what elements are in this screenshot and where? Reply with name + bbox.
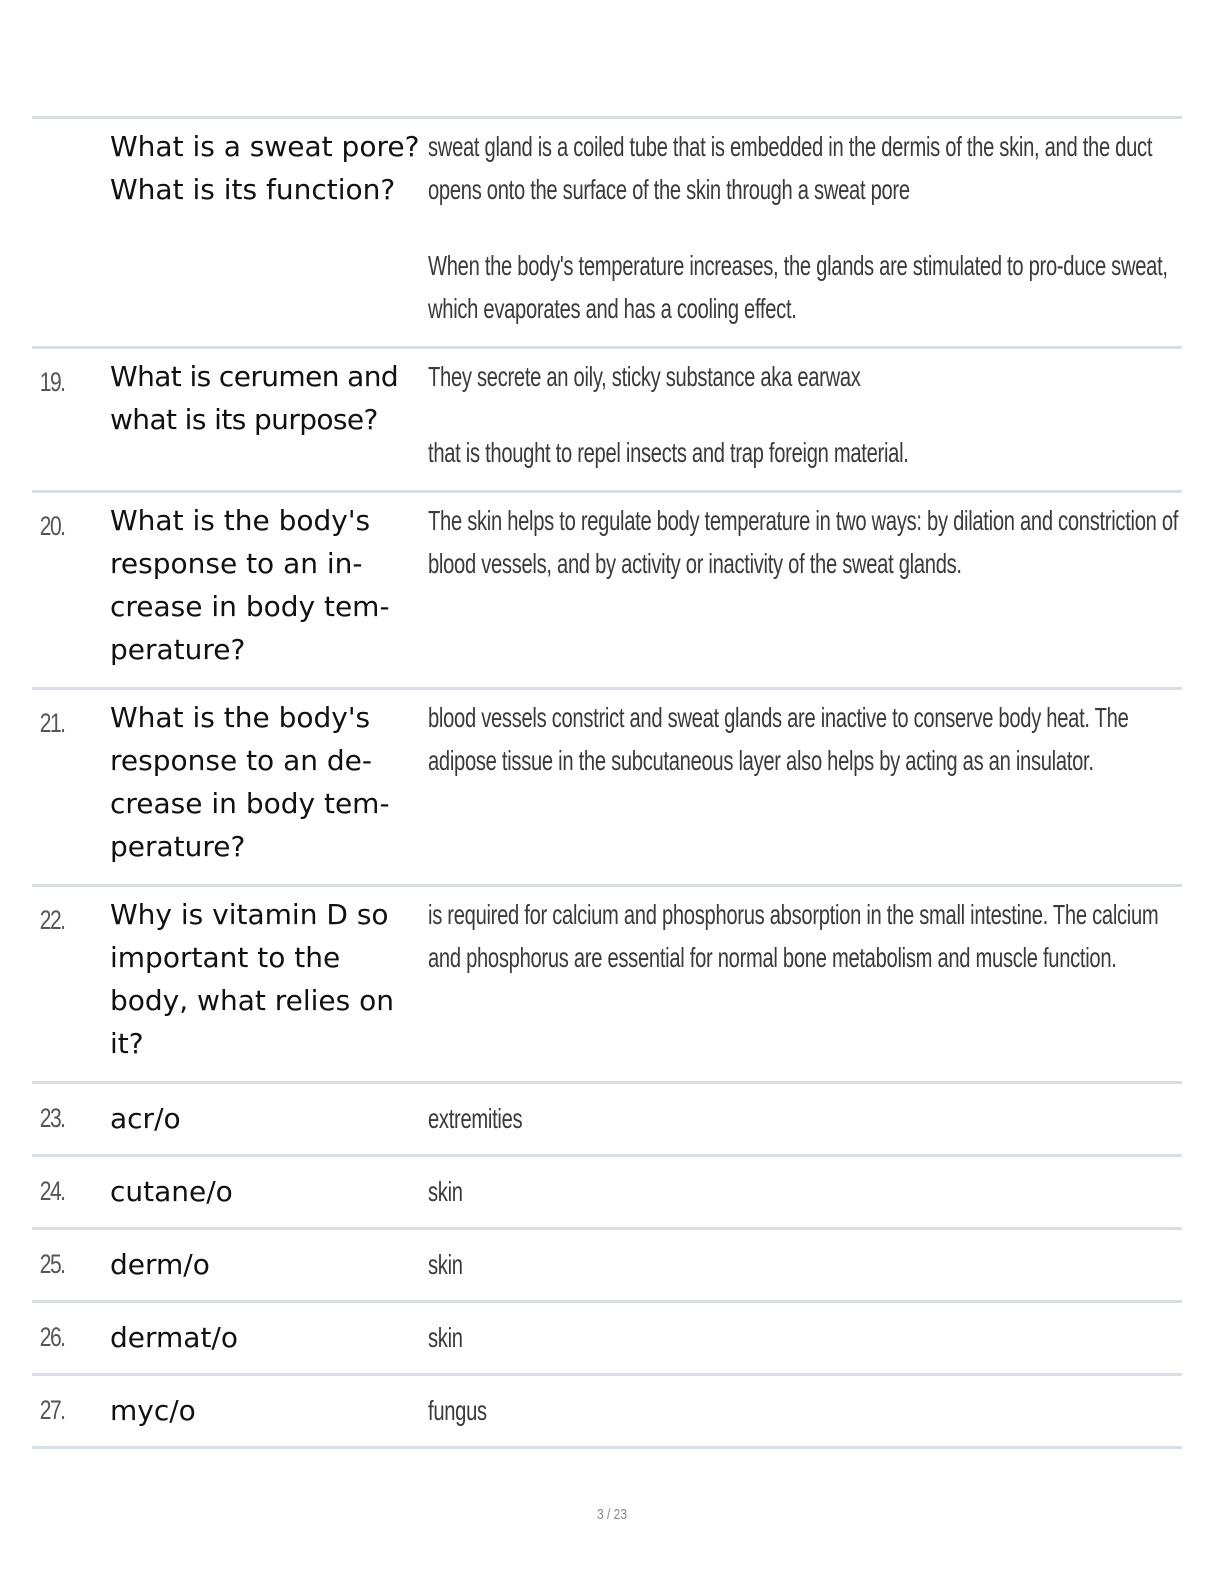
row-number: 19. <box>39 367 65 397</box>
row-number: 27. <box>39 1395 65 1425</box>
row-number: 23. <box>39 1103 65 1133</box>
term-text: acr/o <box>110 1102 181 1135</box>
table-row <box>32 1154 1182 1227</box>
definition-paragraph: that is thought to repel insects and trap foreign material. <box>428 437 909 468</box>
definition <box>428 493 1182 687</box>
definition <box>428 690 1182 884</box>
definition-paragraph: sweat gland is a coiled tube that is embedded in the dermis of the skin, and the duct opens onto the surface of the skin through a sweat pore <box>428 131 1153 205</box>
table-row <box>32 1300 1182 1373</box>
term-text: What is cerumen and what is its purpose? <box>110 360 399 436</box>
table-row <box>32 1227 1182 1300</box>
term-text: What is the body's response to an de-crease in body tem-perature? <box>110 701 390 863</box>
definition-paragraph: extremities <box>428 1103 523 1134</box>
definition-paragraph: skin <box>428 1176 463 1207</box>
table-row <box>32 116 1182 346</box>
row-number <box>32 119 93 346</box>
definition <box>428 119 1182 346</box>
row-number: 22. <box>39 905 65 935</box>
term-text: dermat/o <box>110 1321 238 1354</box>
row-number: 26. <box>39 1322 65 1352</box>
definition <box>428 349 1182 490</box>
flashcard-table <box>32 116 1182 1449</box>
table-row <box>32 1373 1182 1449</box>
definition <box>428 1230 1182 1300</box>
row-number: 20. <box>39 511 65 541</box>
table-row <box>32 346 1182 490</box>
row-number: 24. <box>39 1176 65 1206</box>
definition-paragraph: skin <box>428 1249 463 1280</box>
definition <box>428 1084 1182 1154</box>
row-number: 25. <box>39 1249 65 1279</box>
table-row <box>32 490 1182 687</box>
definition <box>428 887 1182 1081</box>
term-text: What is a sweat pore? What is its function? <box>110 130 420 206</box>
definition-paragraph: When the body's temperature increases, the glands are stimulated to pro-duce sweat, which evaporates and has a cooling effect. <box>428 250 1168 324</box>
table-row <box>32 687 1182 884</box>
row-number: 21. <box>39 708 65 738</box>
table-row <box>32 1081 1182 1154</box>
page-indicator: 3 / 23 <box>596 1506 628 1523</box>
term-text: Why is vitamin D so important to the body, what relies on it? <box>110 898 395 1060</box>
definition-paragraph: blood vessels constrict and sweat glands are inactive to conserve body heat. The adipose tissue in the subcutaneous layer also helps by acting as an insulator. <box>428 702 1129 776</box>
term-text: cutane/o <box>110 1175 233 1208</box>
term-text: derm/o <box>110 1248 210 1281</box>
definition-paragraph: fungus <box>428 1395 487 1426</box>
definition <box>428 1303 1182 1373</box>
definition-paragraph: is required for calcium and phosphorus absorption in the small intestine. The calcium and phosphorus are essential for normal bone metabolism and muscle function. <box>428 899 1159 973</box>
term-text: What is the body's response to an in-crease in body tem-perature? <box>110 504 390 666</box>
term-text: myc/o <box>110 1394 196 1427</box>
definition <box>428 1376 1182 1446</box>
table-row <box>32 884 1182 1081</box>
definition-paragraph: The skin helps to regulate body temperature in two ways: by dilation and constriction of blood vessels, and by activity or inactivity of the sweat glands. <box>428 505 1179 579</box>
definition <box>428 1157 1182 1227</box>
definition-paragraph: They secrete an oily, sticky substance aka earwax <box>428 361 861 392</box>
definition-paragraph: skin <box>428 1322 463 1353</box>
